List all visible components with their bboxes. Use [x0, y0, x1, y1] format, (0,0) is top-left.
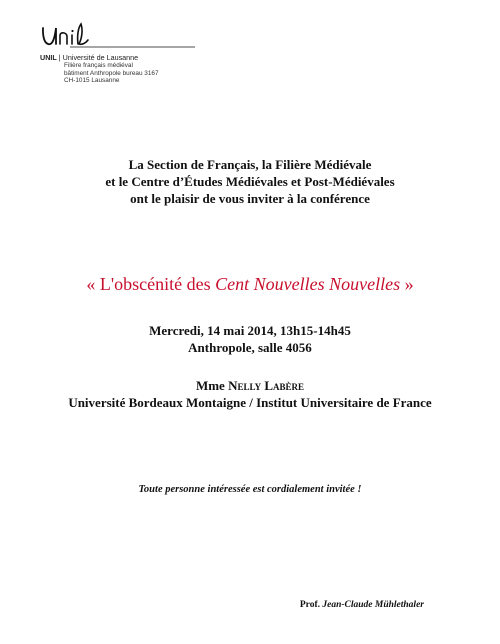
unil-logo: [40, 22, 200, 52]
schedule: [0, 322, 500, 356]
signature-name: Jean-Claude Mühlethaler: [322, 600, 424, 610]
speaker: [0, 377, 500, 411]
university-name: Université de Lausanne: [62, 53, 139, 62]
letterhead: [40, 22, 260, 84]
university-line: [40, 54, 260, 62]
separator: |: [58, 53, 61, 62]
address-line-3: CH-1015 Lausanne: [64, 76, 120, 84]
speaker-name-line: [0, 377, 500, 394]
invitation-line-3: ont le plaisir de vous inviter à la conférence: [130, 191, 370, 206]
unil-logo-icon: [40, 22, 200, 52]
invitation-line-2: et le Centre d’Études Médiévales et Post-Médiévales: [105, 174, 395, 189]
title-italic: Cent Nouvelles Nouvelles: [215, 274, 401, 294]
invitation-line-1: La Section de Français, la Filière Médiévale: [128, 157, 372, 172]
signature: [300, 599, 424, 611]
speaker-affiliation: Université Bordeaux Montaigne / Institut Universitaire de France: [68, 395, 432, 410]
unil-abbr: UNIL: [40, 53, 57, 62]
address-line-2: bâtiment Anthropole bureau 3167: [64, 69, 159, 77]
invitation-text: [0, 156, 500, 207]
signature-prefix: Prof.: [299, 600, 323, 610]
location: Anthropole, salle 4056: [188, 340, 312, 355]
welcome-note: Toute personne intéressée est cordialement invitée !: [138, 484, 362, 495]
date-time: Mercredi, 14 mai 2014, 13h15-14h45: [149, 323, 351, 338]
speaker-prefix: Mme: [195, 378, 229, 393]
title-close: »: [400, 274, 414, 294]
address-line-1: Filière français médiéval: [64, 62, 133, 70]
speaker-name: Nelly Labère: [228, 378, 305, 393]
lecture-title: [0, 273, 500, 295]
title-open: « L'obscénité des: [86, 274, 216, 294]
